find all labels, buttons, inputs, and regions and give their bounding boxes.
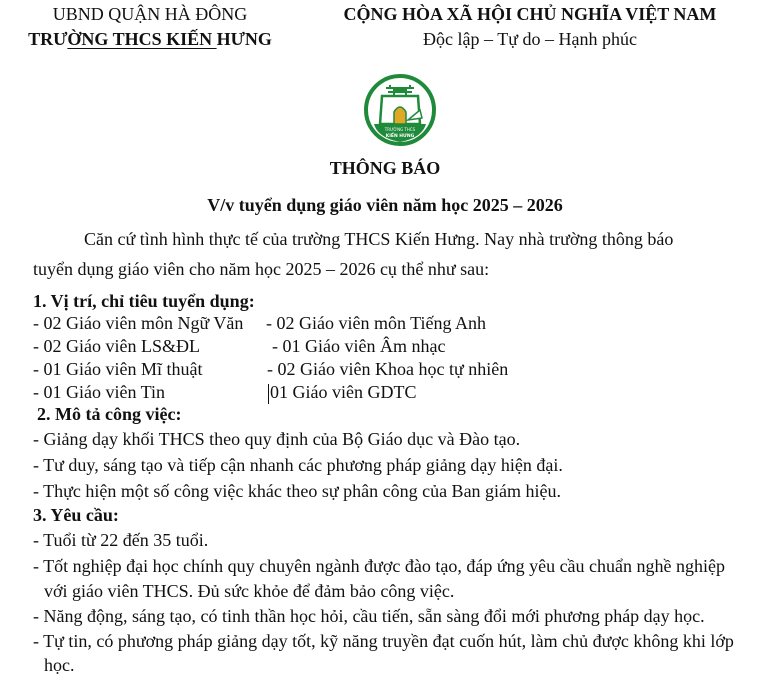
requirement-item: - Tốt nghiệp đại học chính quy chuyên ngành được đào tạo, đáp ứng yêu cầu chuẩn nghề nghiệp xyxy=(33,556,726,576)
position-item: - 02 Giáo viên Khoa học tự nhiên xyxy=(267,359,509,379)
school-name-part-underlined: ỜNG THCS KIẾN xyxy=(67,29,217,49)
text-cursor xyxy=(268,384,269,404)
district-committee-label: UBND QUẬN HÀ ĐÔNG xyxy=(52,4,248,24)
intro-paragraph-line-1: Căn cứ tình hình thực tế của trường THCS Kiến Hưng. Nay nhà trường thông báo xyxy=(84,229,674,249)
school-name-part-2: HƯNG xyxy=(216,29,272,49)
requirement-item: - Tự tin, có phương pháp giảng dạy tốt, kỹ năng truyền đạt cuốn hút, làm chủ được không khi lớp xyxy=(33,631,734,651)
document-title: THÔNG BÁO xyxy=(329,158,441,178)
job-description-item: - Thực hiện một số công việc khác theo sự phân công của Ban giám hiệu. xyxy=(33,481,562,501)
school-logo-icon xyxy=(364,74,436,146)
position-item: - 02 Giáo viên LS&ĐL xyxy=(33,336,200,356)
requirement-item-continuation: học. xyxy=(44,655,75,675)
requirement-item-continuation: với giáo viên THCS. Đủ sức khỏe để đảm bảo công việc. xyxy=(44,581,455,601)
position-item: - 02 Giáo viên môn Ngữ Văn xyxy=(33,313,244,333)
job-description-item: - Tư duy, sáng tạo và tiếp cận nhanh các phương pháp giảng dạy hiện đại. xyxy=(33,455,563,475)
document-subtitle: V/v tuyển dụng giáo viên năm học 2025 – 2026 xyxy=(207,195,563,215)
position-item: - 02 Giáo viên môn Tiếng Anh xyxy=(266,313,487,333)
national-title: CỘNG HÒA XÃ HỘI CHỦ NGHĨA VIỆT NAM xyxy=(343,4,717,24)
school-name-label xyxy=(0,29,300,50)
position-item: - 01 Giáo viên Mĩ thuật xyxy=(33,359,203,379)
position-item: - 01 Giáo viên Âm nhạc xyxy=(272,336,446,356)
section-2-heading: 2. Mô tả công việc: xyxy=(37,404,182,424)
section-3-heading: 3. Yêu cầu: xyxy=(33,505,119,525)
job-description-item: - Giảng dạy khối THCS theo quy định của Bộ Giáo dục và Đào tạo. xyxy=(33,429,521,449)
intro-paragraph-line-2: tuyển dụng giáo viên cho năm học 2025 – 2026 cụ thể như sau: xyxy=(33,259,490,279)
requirement-item: - Tuổi từ 22 đến 35 tuổi. xyxy=(33,530,209,550)
requirement-item: - Năng động, sáng tạo, có tinh thần học hỏi, cầu tiến, sẵn sàng đổi mới phương pháp dạy học. xyxy=(33,606,705,626)
position-item: 01 Giáo viên GDTC xyxy=(270,382,417,402)
svg-text:KIẾN HƯNG: KIẾN HƯNG xyxy=(385,134,415,139)
school-name-part-1: TRƯ xyxy=(28,29,68,49)
position-item: - 01 Giáo viên Tin xyxy=(33,382,166,402)
national-motto: Độc lập – Tự do – Hạnh phúc xyxy=(423,29,637,49)
svg-text:TRƯỜNG THCS: TRƯỜNG THCS xyxy=(384,127,416,132)
section-1-heading: 1. Vị trí, chỉ tiêu tuyển dụng: xyxy=(33,291,255,311)
